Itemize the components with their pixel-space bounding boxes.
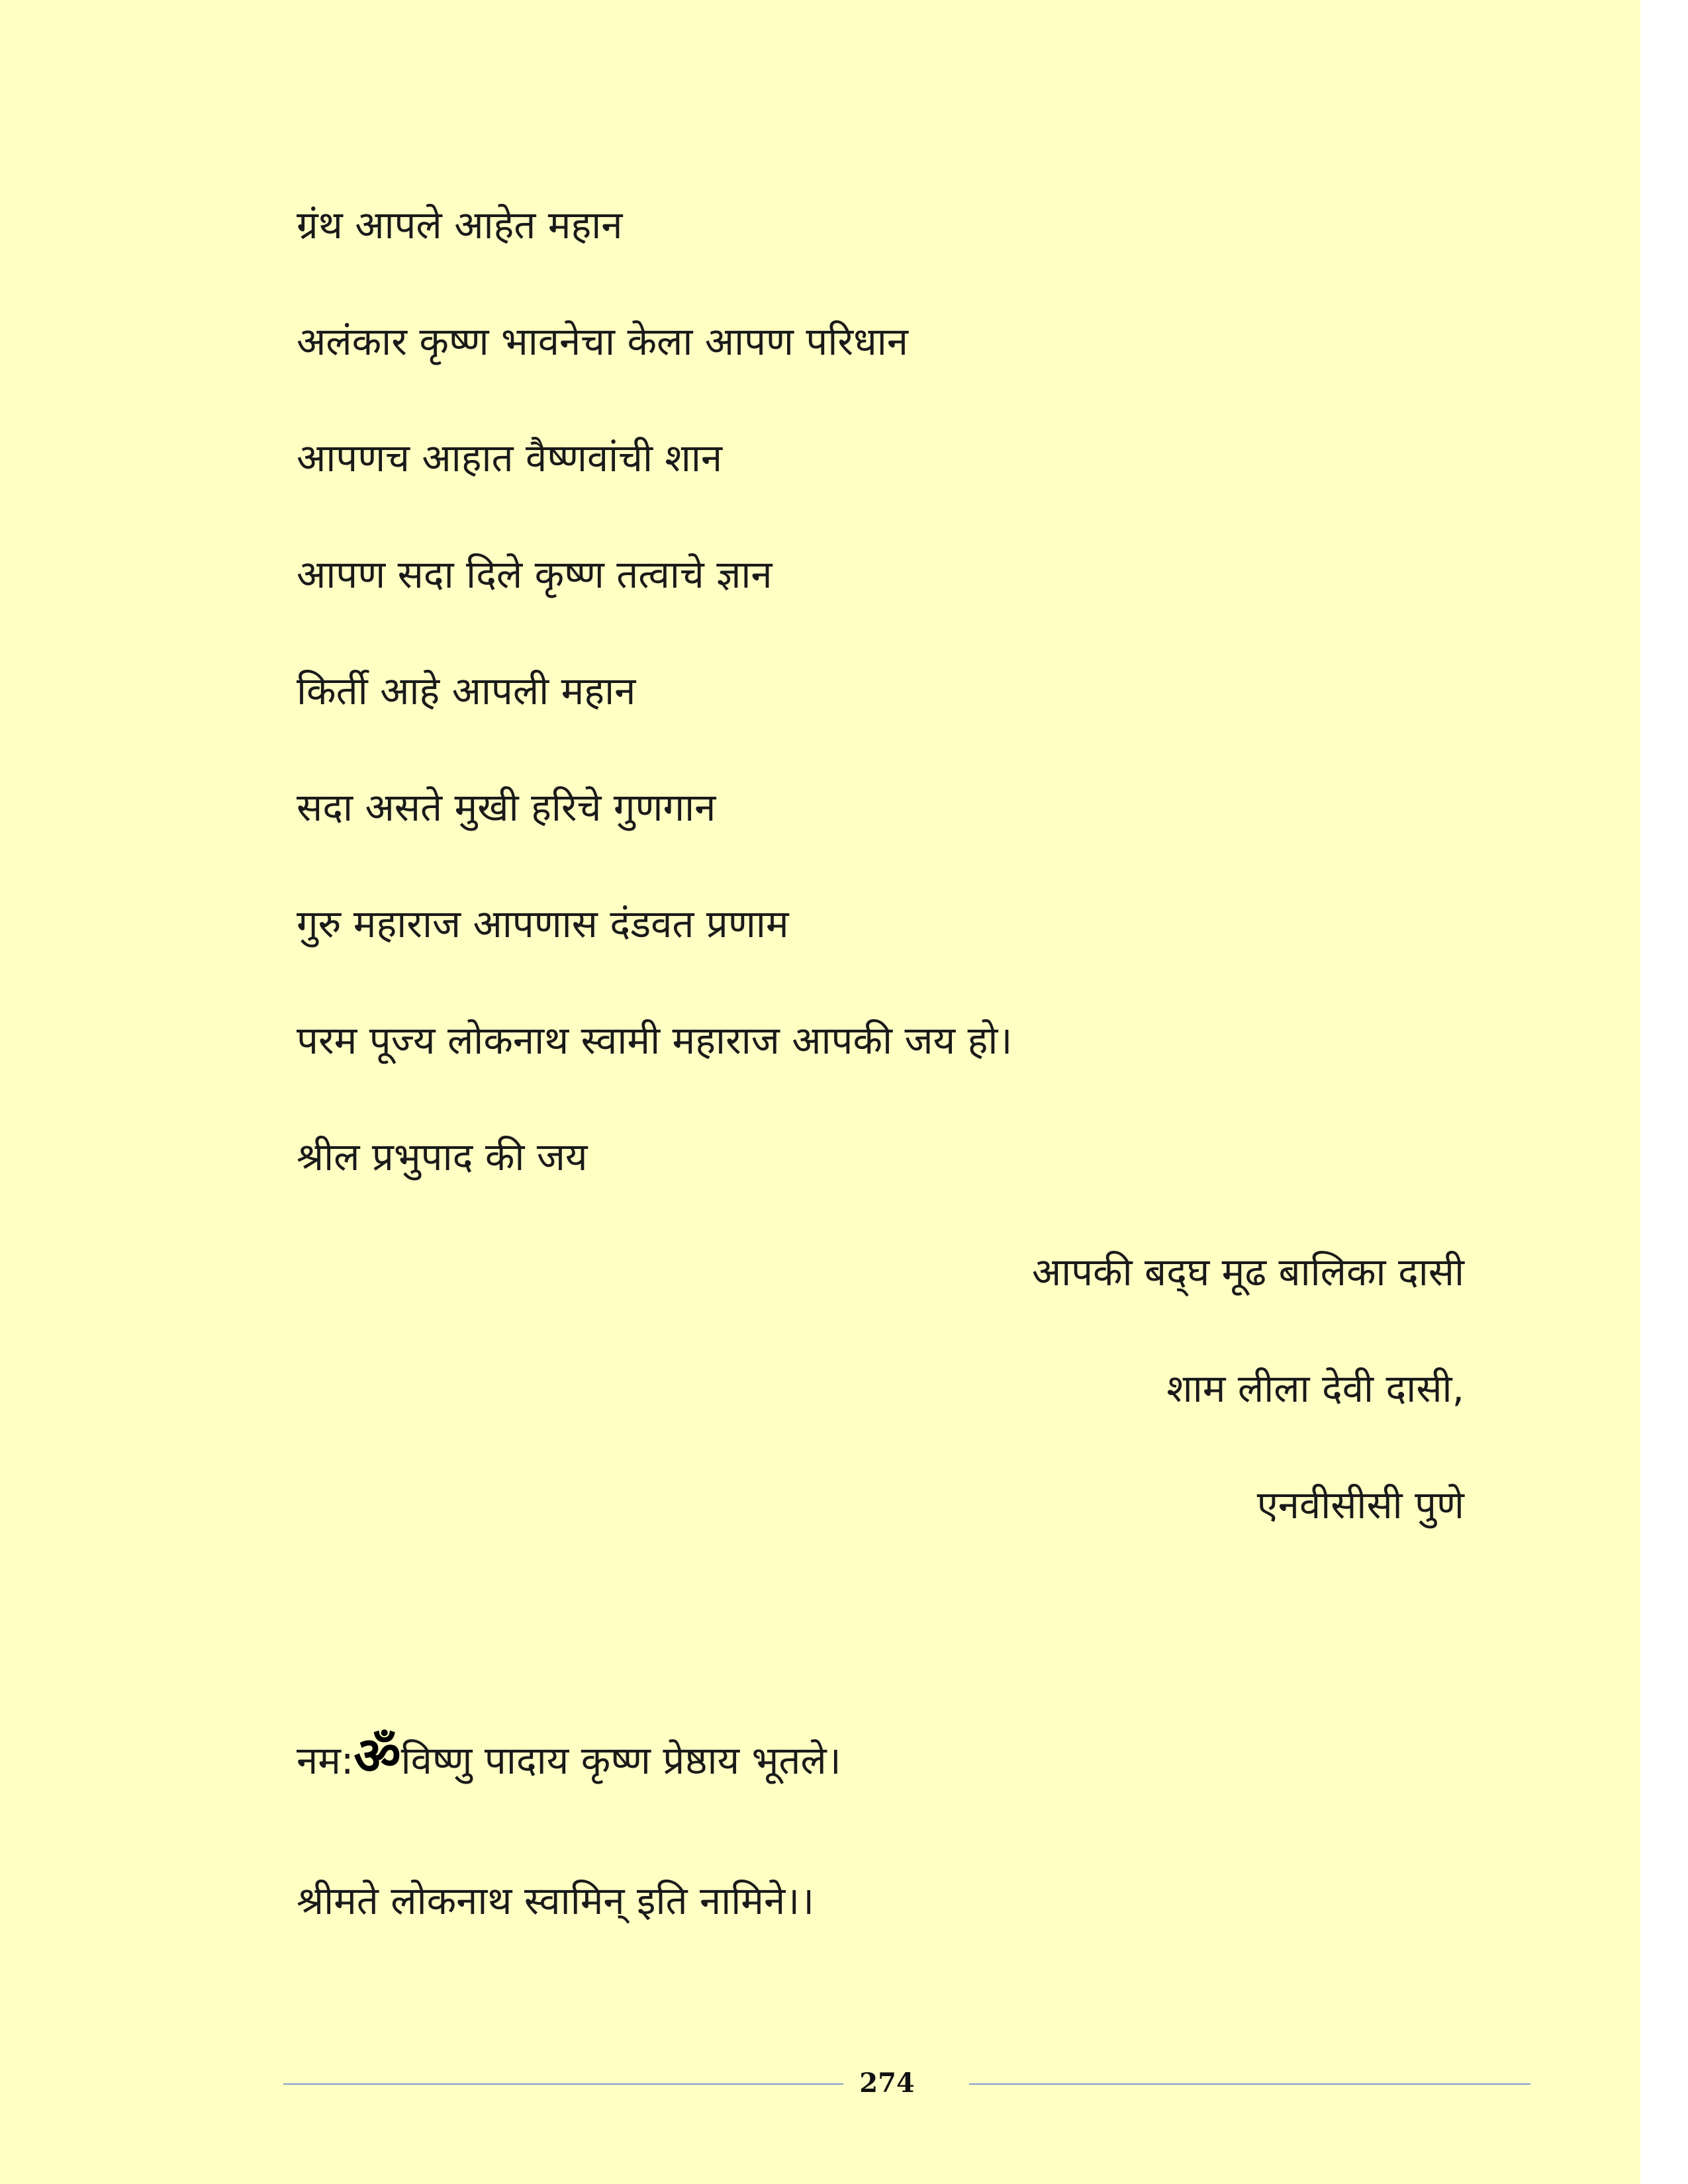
- footer-rule-left: [283, 2083, 843, 2085]
- poem-line: सदा असते मुखी हरिचे गुणगान: [297, 785, 716, 830]
- mantra-prefix: नम:: [297, 1738, 354, 1783]
- poem-line: आपणच आहात वैष्णवांची शान: [297, 435, 723, 480]
- poem-line: गुरु महाराज आपणास दंडवत प्रणाम: [297, 901, 789, 946]
- page-number: 274: [859, 2068, 915, 2099]
- footer-rule-right: [969, 2083, 1530, 2085]
- mantra-line-2: श्रीमते लोकनाथ स्वामिन् इति नामिने।।: [297, 1878, 815, 1923]
- poem-line: किर्ती आहे आपली महान: [297, 668, 636, 713]
- signature-line: आपकी बद्‌घ मूढ बालिका दासी: [1031, 1250, 1464, 1295]
- signature-line: एनवीसीसी पुणे: [1256, 1482, 1464, 1527]
- mantra-line-1: [297, 1727, 841, 1787]
- poem-line: श्रील प्रभुपाद की जय: [297, 1134, 588, 1179]
- mantra-line-1-text: विष्णु पादाय कृष्ण प्रेष्ठाय भूतले।: [400, 1738, 841, 1783]
- poem-line: आपण सदा दिले कृष्ण तत्वाचे ज्ञान: [297, 552, 773, 597]
- poem-line: ग्रंथ आपले आहेत महान: [297, 203, 623, 248]
- poem-line: अलंकार कृष्ण भावनेचा केला आपण परिधान: [297, 319, 908, 364]
- signature-line: शाम लीला देवी दासी,: [1166, 1366, 1464, 1411]
- om-symbol: ॐ: [353, 1727, 401, 1786]
- poem-line: परम पूज्य लोकनाथ स्वामी महाराज आपकी जय हो।: [297, 1018, 1013, 1063]
